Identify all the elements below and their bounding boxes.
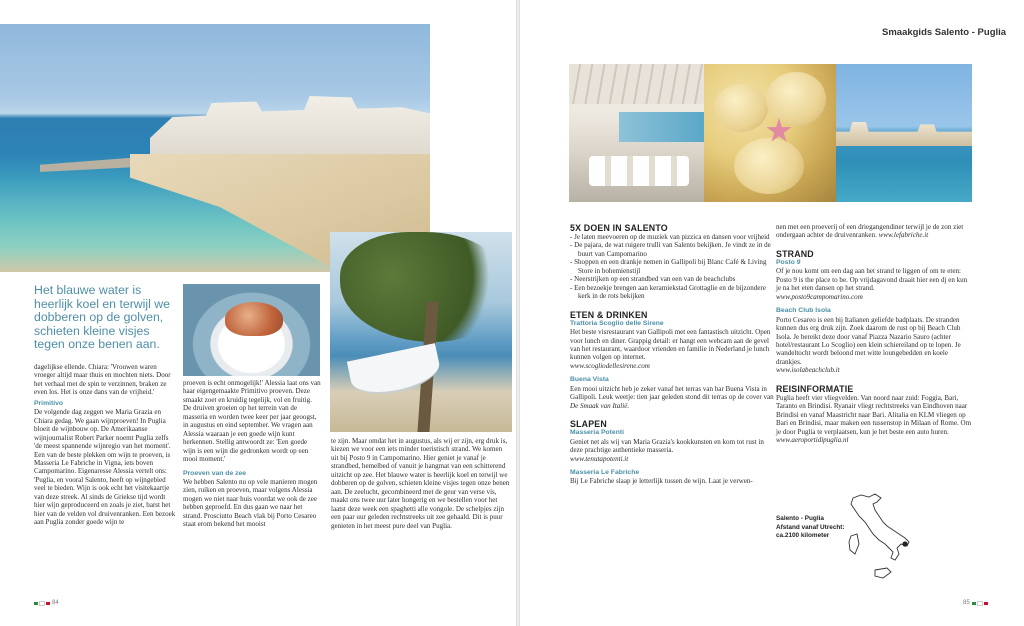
pull-quote: Het blauwe water is heerlijk koel en terwijl we dobberen op de golven, schieten kleine visjes tegen onze benen aan. <box>34 283 171 352</box>
sicily-outline <box>875 568 891 578</box>
potenti-url[interactable]: www.tenutapotenti.it <box>570 454 629 463</box>
italy-outline <box>851 494 909 560</box>
fabriche-body-continued <box>776 223 974 240</box>
heading-eten-drinken: ETEN & DRINKEN <box>570 309 648 320</box>
subheading-scoglio: Trattoria Scoglio delle Sirene <box>570 319 664 327</box>
subheading-posto-9: Posto 9 <box>776 258 801 266</box>
scoglio-url[interactable]: www.scogliodellesirene.com <box>570 361 650 370</box>
potenti-body: Geniet net als wij van Maria Grazia's kookkunsten en kom tot rust in deze prachtige authentieke masseria. <box>570 437 764 455</box>
buena-text: Een mooi uitzicht heb je zeker vanaf het terras van bar Buena Vista in Gallipoli. Leuk weetje: tien jaar geleden stond dit terras op de cover van <box>570 384 774 402</box>
terrace-chairs <box>589 156 689 186</box>
list-item: - Neerstrijken op een strandbed van een van de beachclubs <box>570 275 736 284</box>
doen-item-5: Een bezoekje brengen aan keramiekstad Grottaglie en de bijzondere kerk in de rots bekijken <box>574 283 766 301</box>
coast-fort-photo <box>836 64 972 202</box>
terrace-sea-view <box>619 112 705 142</box>
subheading-potenti: Masseria Potenti <box>570 429 625 437</box>
article-column-3 <box>331 437 511 530</box>
folio-left <box>34 600 59 606</box>
terrace-beams <box>569 64 705 104</box>
list-item: - De pajara, de wat ruigere trulli van Salento bekijken. Je vindt ze in de buurt van Campomarino <box>570 241 771 258</box>
list-item: - Je laten meevoeren op de muziek van pizzica en dansen voor vrijheid <box>570 233 770 241</box>
col1-intro: dagelijkse ellende. Chiara: 'Vrouwen waren vroeger altijd maar thuis en mochten niets. Door het verhaal met de spin te verzinnen, braken ze even los. Het is onze dans van de vrijheid.' <box>34 363 171 397</box>
flag-white-stripe <box>978 602 982 605</box>
doen-item-1: Je laten meevoeren op de muziek van pizzica en dansen voor vrijheid <box>574 233 770 241</box>
subheading-proeven-van-de-zee: Proeven van de zee <box>183 469 247 477</box>
flag-red-stripe <box>46 602 50 605</box>
page-gutter <box>516 0 520 626</box>
doen-item-2: De pajara, de wat ruigere trulli van Salento bekijken. Je vindt ze in de buurt van Campomarino <box>574 241 771 258</box>
scoglio-body: Het beste visrestaurant van Gallipoli met een fantastisch uitzicht. Open voor lunch en diner. Grappig detail: er hangt een webcam aan de gevel van het restaurant, waardoor vrienden en familie in Nederland je lunch kunnen volgen op internet. <box>570 328 771 362</box>
heading-strand: STRAND <box>776 248 814 259</box>
white-terrace-photo <box>569 64 705 202</box>
heading-5x-doen: 5X DOEN IN SALENTO <box>570 223 668 233</box>
col3-body: te zijn. Maar omdat het in augustus, als wij er zijn, erg druk is, kiezen we voor een iets minder toeristisch strand. We komen uit bij Posto 9 in Campomarino. Hier geniet je vanaf je strandbed, hemelbed of vanuit je hangmat van een schitterend uitzicht op zee. Het blauwe water is heerlijk koel en terwijl we dobberen op de golven, schieten kleine visjes tegen onze benen aan. De zeelucht, gecombineerd met de geur van verse vis, maakt ons twee uur later hongerig en we bestellen voor het laatst deze week een spaghetti alle vongole. De schelpjes zijn een paar uur geleden rechtstreeks uit zee gehaald. Dit is puur genieten in het meest pure deel van Puglia. <box>331 437 510 530</box>
tree-hammock-photo <box>330 232 512 432</box>
map-caption <box>776 515 856 541</box>
fabriche-body: Bij Le Fabriche slaap je letterlijk tussen de wijn. Laat je verwen- <box>570 477 753 486</box>
subheading-primitivo: Primitivo <box>34 399 64 407</box>
doen-item-3: Shoppen en een drankje nemen in Gallipoli bij Blanc Café & Living Store in bohemienstijl <box>574 258 767 275</box>
posto-url[interactable]: www.posto9campomarino.com <box>776 292 863 301</box>
page-number-left: 84 <box>52 600 59 606</box>
subheading-beach-club-isola: Beach Club Isola <box>776 307 831 315</box>
running-header: Smaakgids Salento - Puglia <box>882 27 1007 38</box>
flag-green-stripe <box>34 602 38 605</box>
info-column-right <box>776 223 974 445</box>
isola-body: Porto Cesareo is een bij Italianen geliefde badplaats. De stranden kunnen dus erg druk zijn. Zoek daarom de rust op bij Beach Club Isola. Je bereikt deze door vanaf Piazza Nazario Sauro (achter hotel/restaurant Lo Scoglio) een klein schiereiland op te lopen. Je wandeltocht wordt beloond met witte loungebedden en koele drankjes. <box>776 315 961 366</box>
info-column-left <box>570 223 776 486</box>
reis-body: Puglia heeft vier vliegvelden. Van noord naar zuid: Foggia, Bari, Taranto en Brindisi. Ryanair vliegt rechtstreeks van Eindhoven naar Brindisi en vanaf Maastricht naar Bari. Alitalia en KLM vliegen op Bari en Brindisi, maar maken een tussenstop in Milaan of Rome. Om je door Puglia te verplaatsen, kun je het beste een auto huren. <box>776 393 972 436</box>
salento-marker <box>902 541 907 546</box>
posto-body: Of je nou komt om een dag aan het strand te liggen of om te eten: Posto 9 is the place to be. Op vrijdagavond draait hier een dj en kun je na het eten dansen op het strand. <box>776 267 968 293</box>
map-caption-line-1: Salento - Puglia <box>776 515 824 522</box>
folio-right <box>963 600 988 606</box>
col2-body: proeven is echt onmogelijk!' Alessia laat ons van haar eigengemaakte Primitivo proeven. Deze smaakt zoet en kruidig tegelijk, vol en fruitig. De druiven groeien op het terrein van de masseria en worden twee keer per jaar geoogst, in augustus en eind september. We vragen aan Alessia waaraan je een goede wijn kunt herkennen. Stellig antwoordt ze: 'Een goede wijn is een wijn die gedronken wordt op een mooi moment.' <box>183 379 321 464</box>
article-column-2 <box>183 379 321 529</box>
flag-green-stripe <box>972 602 976 605</box>
flag-white-stripe <box>40 602 44 605</box>
fabriche-cont-text: nen met een proeverij of een driegangendiner terwijl je de zon ziet ondergaan achter de druivenranken. <box>776 223 964 240</box>
sea-sponges-photo <box>704 64 836 202</box>
list-item: - Shoppen en een drankje nemen in Gallipoli bij Blanc Café & Living Store in bohemienstijl <box>570 258 767 275</box>
page-number-right: 85 <box>963 600 970 606</box>
map-caption-line-3: ca.2100 kilometer <box>776 532 830 539</box>
sponge <box>714 84 768 132</box>
buena-magazine-title: De Smaak van Italië. <box>570 401 630 410</box>
col1-body: De volgende dag zeggen we Maria Grazia en Chiara gedag. We gaan wijnproeven! In Puglia bloeit de wijnbouw op. De Amerikaanse wijnjournalist Robert Parker noemt Puglia zelfs 'de meest spannende wijnregio van het moment'. Een van de beste plekken om wijn te proeven, is Masseria Le Fabriche in Vigna, iets boven Campomarino. Eigenaresse Alessia vertelt ons: 'Puglia, en vooral Salento, heeft op wijngebied veel te bieden. Wijn is ook echt het visitekaartje van deze streek. Al sinds de Griekse tijd wordt hier wijn geproduceerd en zoals je ziet, barst het hier van de velden vol druivenranken. Een bezoek aan Puglia zonder goede wijn te <box>34 408 176 527</box>
sponge <box>734 138 804 194</box>
list-item: - Een bezoekje brengen aan keramiekstad Grottaglie en de bijzondere kerk in de rots bekijken <box>570 283 766 301</box>
col2-body2: We hebben Salento nu op vele manieren mogen zien, ruiken en proeven, maar volgens Alessia mogen we niet naar huis voordat we ook de zee hebben geproefd. En dus gaan we naar het strand. Prosciutto Beach vlak bij Porto Cesareo staat erom bekend het mooist <box>183 477 318 529</box>
map-caption-line-2: Afstand vanaf Utrecht: <box>776 523 845 531</box>
flag-red-stripe <box>984 602 988 605</box>
seafood-plate-photo <box>183 284 320 376</box>
doen-item-4: Neerstrijken op een strandbed van een van de beachclubs <box>574 275 736 284</box>
buena-body <box>570 385 776 410</box>
plate-food <box>225 302 283 336</box>
heading-slapen: SLAPEN <box>570 419 607 430</box>
fabriche-url[interactable]: www.lefabriche.it <box>878 231 929 240</box>
subheading-buena-vista: Buena Vista <box>570 376 609 384</box>
subheading-le-fabriche: Masseria Le Fabriche <box>570 468 640 476</box>
isola-url[interactable]: www.isolabeachclub.it <box>776 366 840 375</box>
article-column-1 <box>34 363 176 527</box>
italy-map-icon <box>847 492 917 584</box>
heading-reisinformatie: REISINFORMATIE <box>776 383 854 394</box>
sponge <box>766 72 826 126</box>
reis-url[interactable]: www.aeroportidipuglia.nl <box>776 436 849 445</box>
coastal-fort <box>836 122 972 146</box>
